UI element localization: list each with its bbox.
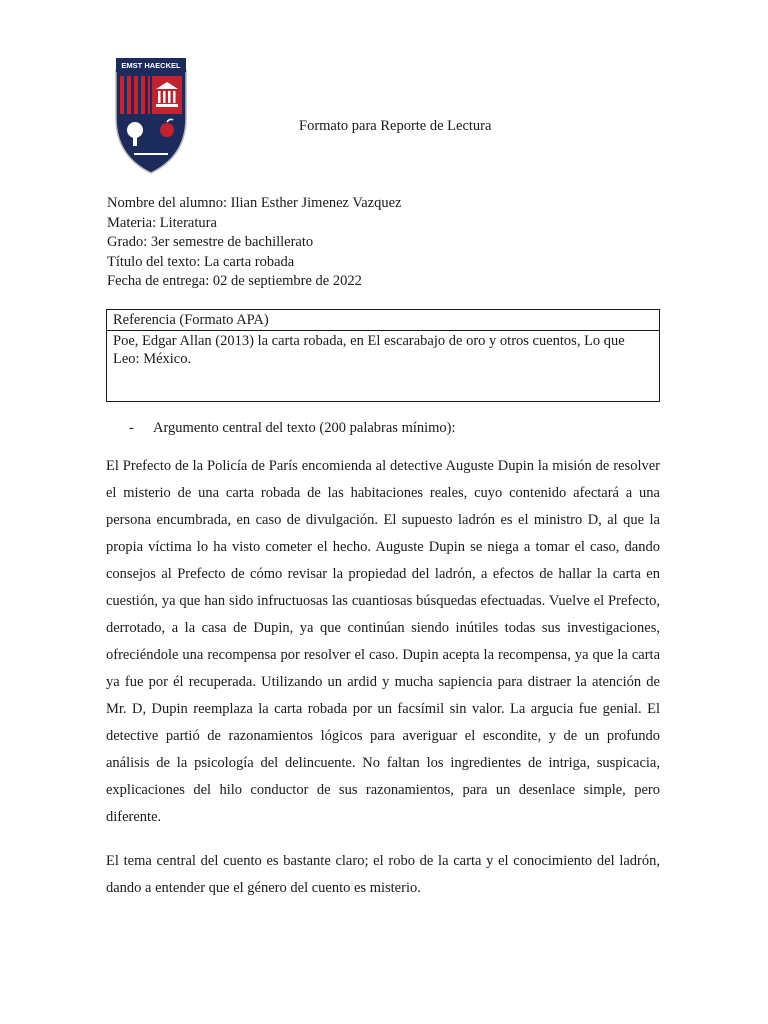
student-info (107, 194, 401, 292)
main-argument-paragraph: El Prefecto de la Policía de París encomienda al detective Auguste Dupin la misión de resolver el misterio de una carta robada de las habitaciones reales, cuyo contenido afectará a una persona encumbrada, en caso de divulgación. El supuesto ladrón es el ministro D, al que la propia víctima lo ha visto cometer el hecho. Auguste Dupin se niega a tomar el caso, dando consejos al Prefecto de cómo revisar la propiedad del ladrón, a efectos de hallar la carta en cuestión, ya que han sido infructuosas las cuantiosas búsquedas efectuadas. Vuelve el Prefecto, derrotado, a la casa de Dupin, ya que continúan siendo inútiles todas sus investigaciones, ofreciéndole una recompensa por resolver el caso. Dupin acepta la recompensa, ya que la carta ya fue por él recuperada. Utilizando un ardid y mucha sapiencia para distraer la atención de Mr. D, Dupin reemplaza la carta robada por un facsímil sin valor. La argucia fue genial. El detective partió de razonamientos lógicos para averiguar el escondite, y de un profundo análisis de la psicología del delincuente. No faltan los ingredientes de intriga, suspicacia, explicaciones del hilo conductor de sus razonamientos, para un desenlace simple, pero diferente. (106, 458, 660, 825)
document-title: Formato para Reporte de Lectura (299, 118, 492, 134)
text-title: Título del texto: La carta robada (107, 253, 295, 270)
theme-paragraph: El tema central del cuento es bastante claro; el robo de la carta y el conocimiento del ladrón, dando a entender que el género del cuento es misterio. (106, 853, 660, 896)
reference-body: Poe, Edgar Allan (2013) la carta robada, en El escarabajo de oro y otros cuentos, Lo que Leo: México. (107, 331, 660, 402)
bullet-dash: - (129, 420, 134, 436)
bullet-text: Argumento central del texto (200 palabras mínimo): (153, 420, 456, 436)
school-crest-logo (112, 56, 190, 176)
student-name: Nombre del alumno: Ilian Esther Jimenez Vazquez (107, 195, 402, 211)
bullet-heading (129, 420, 456, 437)
grade: Grado: 3er semestre de bachillerato (107, 234, 314, 250)
crest-text: EMST HAECKEL (121, 61, 181, 70)
subject: Materia: Literatura (107, 214, 217, 231)
reference-table (106, 309, 660, 402)
reference-header: Referencia (Formato APA) (107, 310, 660, 331)
due-date: Fecha de entrega: 02 de septiembre de 2022 (107, 273, 362, 289)
